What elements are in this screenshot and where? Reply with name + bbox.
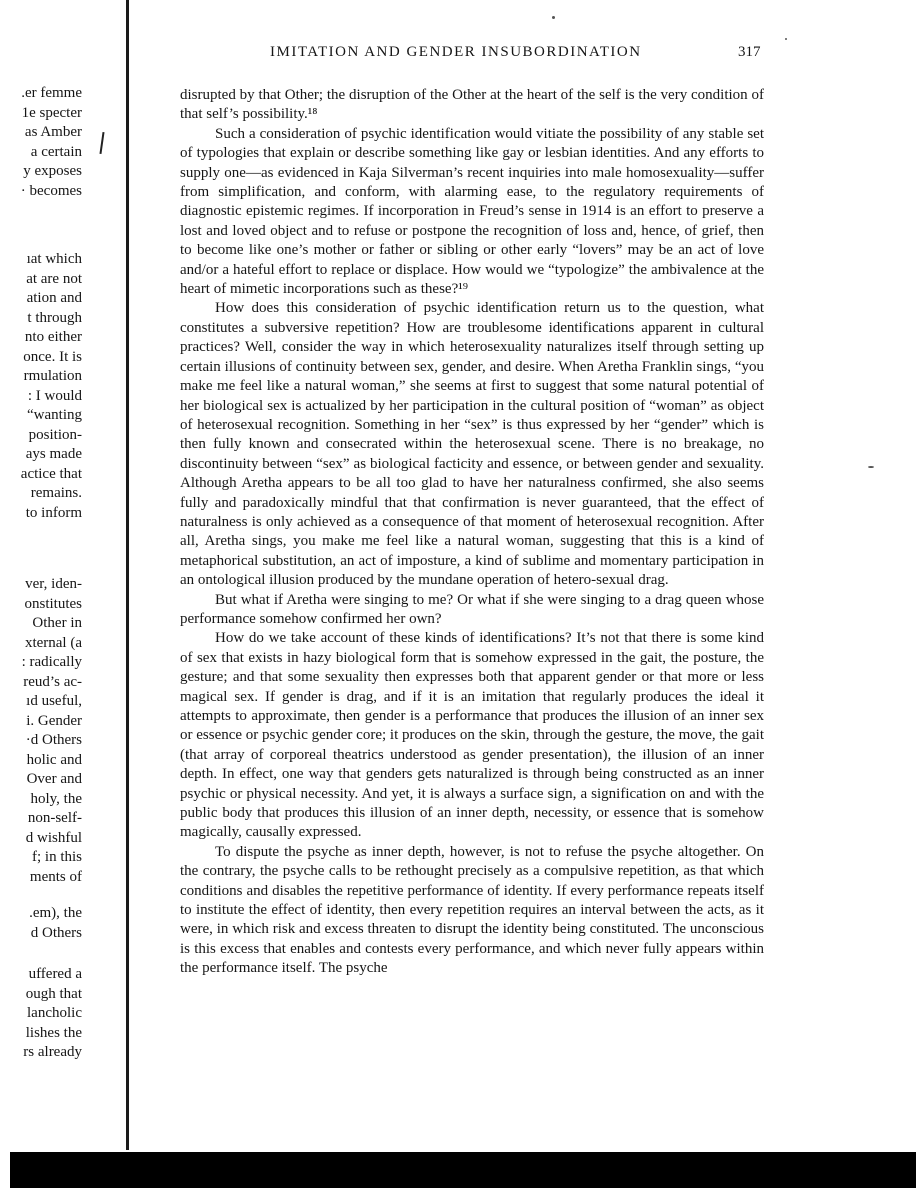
- margin-fragment-line: actice that: [20, 465, 82, 482]
- margin-fragment-line: 1e specter: [21, 104, 82, 121]
- margin-fragment-line: .er femme: [21, 85, 82, 101]
- margin-fragment-line: ıat which: [26, 251, 82, 267]
- margin-fragment-line: lancholic: [27, 1005, 82, 1021]
- paragraph-5: How do we take account of these kinds of identifications? It’s not that there is some kind of sex that exists in hazy biological form that is somehow expressed in the gait, the posture, the gesture; and that some sexuality then expresses both that apparent gender or that more or less magical sex. If gender is drag, and if it is an imitation that regularly produces the ideal it attempts to approximate, then gender is a performance that produces the illusion of an inner sex or essence or psychic gender core; it produces on the skin, through the gesture, the move, the gait (that array of corporeal theatrics understood as gender presentation), the illusion of an inner depth. In effect, one way that genders gets naturalized is through being constructed as an inner psychic or physical necessity. And yet, it is always a surface sign, a signification on and with the public body that produces this illusion of an inner depth, necessity, or essence that is somehow magically, causally expressed.: [180, 630, 764, 841]
- margin-fragment-line: : radically: [21, 654, 82, 670]
- paragraph-6: To dispute the psyche as inner depth, however, is not to refuse the psyche altogether. On the contrary, the psyche calls to be rethought precisely as a compulsive repetition, as that which conditions and disables the repetitive performance of identity. If every performance repeats itself to institute the effect of identity, then every repetition requires an interval between the acts, as it were, in which risk and excess threaten to disrupt the identity being constituted. The unconscious is this excess that enables and contests every performance, and which never fully appears within the performance itself. The psyche: [180, 843, 764, 977]
- margin-fragment-line: : I would: [27, 387, 82, 404]
- margin-fragment-line: rs already: [23, 1044, 82, 1060]
- margin-fragment-line: reud’s ac-: [23, 673, 82, 690]
- margin-fragment-line: i. Gender: [26, 712, 82, 729]
- page-number: 317: [738, 44, 761, 60]
- paragraph-2: Such a consideration of psychic identification would vitiate the possibility of any stable set of typologies that explain or describe something like gay or lesbian identities. And any efforts to supply one—as evidenced in Kaja Silverman’s recent inquiries into male homosexuality—suffer from simplification, and conform, with alarming ease, to the regulatory requirements of diagnostic epistemic regimes. If incorporation in Freud’s sense in 1914 is an effort to preserve a lost and loved object and to refuse or postpone the recognition of loss and, hence, of grief, then to become like one’s mother or father or sibling or other early “lovers” may be an act of love and/or a hateful effort to replace or displace. How would we “typologize” the ambivalence at the heart of mimetic incorporations such as these?¹⁹: [180, 125, 764, 298]
- margin-fragment-line: at are not: [26, 270, 82, 287]
- margin-fragment-line: lishes the: [25, 1024, 82, 1041]
- scan-speck: [552, 16, 555, 19]
- paragraph-4: But what if Aretha were singing to me? Or what if she were singing to a drag queen whose performance somehow confirmed her own?: [180, 591, 764, 627]
- margin-fragment-line: holic and: [26, 751, 82, 768]
- margin-fragment-line: xternal (a: [24, 634, 82, 651]
- body-text: [180, 86, 764, 979]
- margin-fragment-line: as Amber: [24, 124, 82, 140]
- margin-fragment-line: y exposes: [23, 163, 82, 179]
- margin-fragment-line: d Others: [30, 924, 82, 941]
- margin-fragment-line: Other in: [32, 615, 82, 631]
- margin-fragment-line: ıd useful,: [26, 693, 82, 709]
- margin-fragment-line: ation and: [26, 290, 82, 306]
- margin-fragment-line: remains.: [30, 485, 82, 501]
- margin-fragment-line: uffered a: [28, 966, 82, 982]
- paragraph-3: How does this consideration of psychic identification return us to the question, what constitutes a subversive repetition? How are troublesome identifications apparent in cultural practices? Well, consider the way in which heterosexuality naturalizes itself through setting up certain illusions of continuity between sex, gender, and desire. When Aretha Franklin sings, “you make me feel like a natural woman,” she seems at first to suggest that some natural potential of her biological sex is actualized by her participation in the cultural position of “woman” as object of heterosexual recognition. Something in her “sex” is thus expressed by her “gender” which is then fully known and consecrated within the heterosexual scene. There is no breakage, no discontinuity between “sex” as biological facticity and essence, or between gender and sexuality. Although Aretha appears to be all too glad to have her naturalness confirmed, she also seems fully and paradoxically mindful that that confirmation is never guaranteed, that the effect of naturalness is only achieved as a consequence of that moment of heterosexual recognition. After all, Aretha sings, you make me feel like a natural woman, suggesting that this is a kind of metaphorical substitution, an act of imposture, a kind of sublime and momentary participation in an ontological illusion produced by the mundane operation of hetero-sexual drag.: [180, 300, 764, 589]
- margin-fragment-line: Over and: [26, 771, 82, 787]
- margin-fragment-line: non-self-: [27, 810, 82, 826]
- margin-fragment-line: nto either: [24, 329, 82, 345]
- margin-fragment-line: position-: [28, 426, 82, 443]
- margin-fragment-line: onstitutes: [24, 595, 82, 612]
- running-header: IMITATION AND GENDER INSUBORDINATION: [270, 44, 642, 60]
- margin-fragment-line: d wishful: [25, 829, 82, 846]
- margin-fragment-line: ments of: [29, 868, 82, 885]
- margin-fragment-line: ays made: [25, 446, 82, 462]
- left-page-margin-fragments: [0, 0, 110, 1155]
- margin-fragment-line: a certain: [30, 143, 82, 160]
- margin-fragment-line: t through: [27, 309, 82, 326]
- margin-fragment-line: to inform: [25, 504, 82, 521]
- margin-fragment-line: holy, the: [30, 790, 82, 807]
- margin-fragment-line: · becomes: [20, 182, 82, 199]
- book-gutter: [126, 0, 129, 1150]
- scan-edge-bar: [10, 1152, 916, 1188]
- margin-fragment-line: once. It is: [23, 348, 82, 365]
- paragraph-1: disrupted by that Other; the disruption of the Other at the heart of the self is the very condition of that self’s possibility.¹⁸: [180, 87, 764, 123]
- scan-speck: [785, 38, 787, 40]
- margin-fragment-line: ver, iden-: [25, 576, 82, 592]
- margin-fragment-line: “wanting: [27, 407, 82, 423]
- margin-fragment-line: ough that: [25, 985, 82, 1002]
- margin-fragment-line: rmulation: [23, 368, 82, 384]
- margin-fragment-line: ·d Others: [25, 732, 82, 748]
- margin-fragment-line: .em), the: [29, 905, 82, 921]
- margin-fragment-line: f; in this: [31, 849, 82, 865]
- scan-speck: [868, 466, 874, 468]
